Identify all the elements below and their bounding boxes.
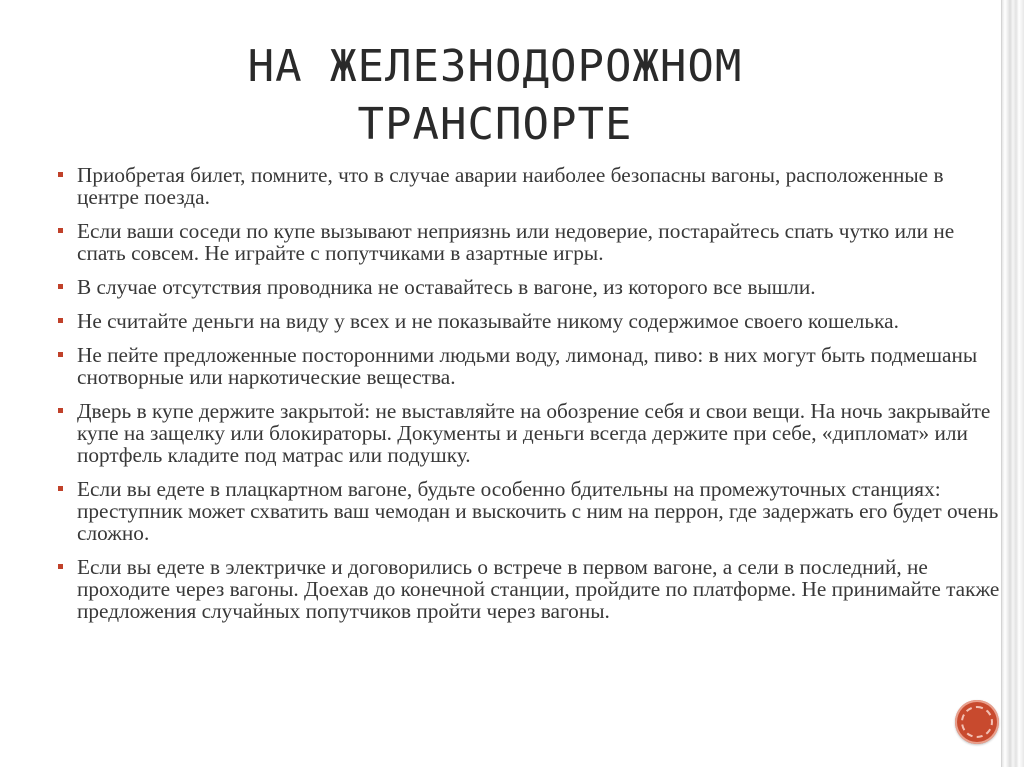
list-item-text: Не считайте деньги на виду у всех и не показывайте никому содержимое своего кошелька. [77, 309, 899, 333]
bullet-square-icon [58, 172, 63, 177]
bullet-list [58, 164, 1008, 634]
bullet-square-icon [58, 284, 63, 289]
list-item-text: Если вы едете в плацкартном вагоне, будьте особенно бдительны на промежуточных станциях: преступник может схватить ваш чемодан и выскочить с ним на перрон, где задержать его будет очень сложно. [77, 477, 999, 545]
bullet-square-icon [58, 564, 63, 569]
list-item-text: Не пейте предложенные посторонними людьми воду, лимонад, пиво: в них могут быть подмешаны снотворные или наркотические вещества. [77, 343, 978, 389]
bullet-square-icon [58, 486, 63, 491]
badge-ring [961, 706, 993, 738]
page-title [100, 38, 890, 154]
bullet-square-icon [58, 408, 63, 413]
list-item [58, 400, 1008, 466]
bullet-square-icon [58, 228, 63, 233]
list-item [58, 478, 1008, 544]
list-item-text: В случае отсутствия проводника не оставайтесь в вагоне, из которого все вышли. [77, 275, 816, 299]
list-item-text: Если вы едете в электричке и договорились о встрече в первом вагоне, а сели в последний, не проходите через вагоны. Доехав до конечной станции, пройдите по платформе. Не принимайте также предложения случайных попутчиков пройти через вагоны. [77, 555, 1000, 623]
list-item [58, 556, 1008, 622]
title-line-1: НА ЖЕЛЕЗНОДОРОЖНОМ [247, 41, 743, 92]
bullet-square-icon [58, 352, 63, 357]
decorative-badge-icon [955, 700, 999, 744]
title-line-2: ТРАНСПОРТЕ [357, 99, 633, 150]
list-item-text: Дверь в купе держите закрытой: не выставляйте на обозрение себя и свои вещи. На ночь закрывайте купе на защелку или блокираторы. Документы и деньги всегда держите при себе, «дипломат» или портфель кладите под матрас или подушку. [77, 399, 991, 467]
list-item [58, 220, 1008, 264]
list-item-text: Приобретая билет, помните, что в случае аварии наиболее безопасны вагоны, расположенные в центре поезда. [77, 163, 944, 209]
list-item-text: Если ваши соседи по купе вызывают неприязнь или недоверие, постарайтесь спать чутко или не спать совсем. Не играйте с попутчиками в азартные игры. [77, 219, 955, 265]
list-item [58, 276, 1008, 298]
bullet-square-icon [58, 318, 63, 323]
list-item [58, 164, 1008, 208]
list-item [58, 344, 1008, 388]
list-item [58, 310, 1008, 332]
